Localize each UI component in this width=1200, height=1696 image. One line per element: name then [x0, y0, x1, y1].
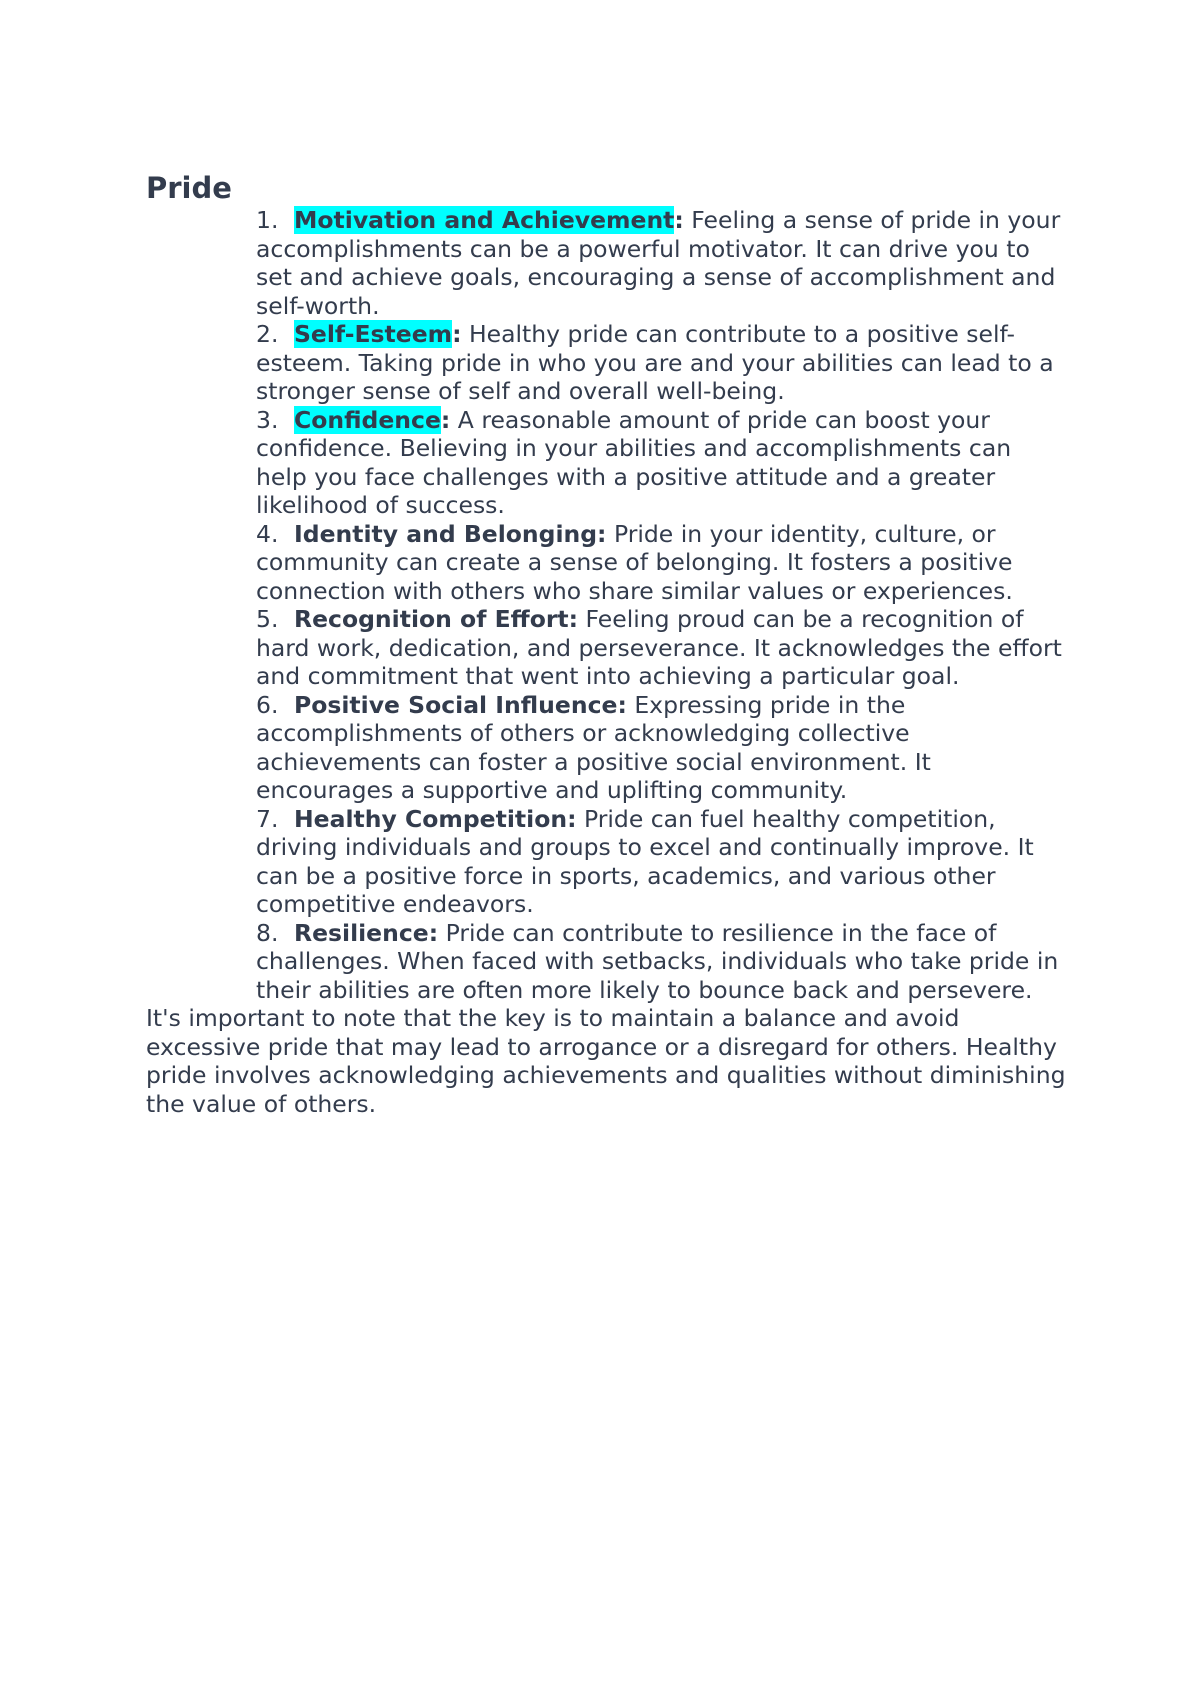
item-heading: Resilience:: [294, 918, 439, 947]
item-number: 7.: [256, 804, 279, 833]
heading-colon: :: [452, 320, 462, 348]
item-heading: [294, 320, 462, 348]
item-heading: Healthy Competition:: [294, 804, 577, 833]
item-body: Expressing pride in the accomplishments of others or acknowledging collective achievements can foster a positive social environment. It encourages a supportive and uplifting community.: [256, 690, 931, 804]
highlighted-heading: Self-Esteem: [294, 320, 453, 348]
list-item: [256, 605, 1066, 691]
item-body: Pride can contribute to resilience in the face of challenges. When faced with setbacks, individuals who take pride in their abilities are often more likely to bounce back and persevere.: [256, 918, 1059, 1004]
list-item: [256, 520, 1066, 606]
heading-colon: :: [674, 206, 684, 234]
list-item: [256, 691, 1066, 805]
highlighted-heading: Motivation and Achievement: [294, 206, 675, 234]
item-heading: [294, 406, 450, 434]
item-number: 4.: [256, 519, 279, 548]
list-item: [256, 406, 1066, 520]
item-heading: Positive Social Influence:: [294, 690, 627, 719]
item-number: 3.: [256, 405, 279, 434]
document-title: Pride: [146, 171, 232, 205]
item-heading: Recognition of Effort:: [294, 605, 579, 633]
item-heading: [294, 206, 684, 234]
item-body: A reasonable amount of pride can boost your confidence. Believing in your abilities and accomplishments can help you face challenges with a positive attitude and a greater likelihood of success.: [256, 405, 1012, 519]
item-number: 8.: [256, 918, 279, 947]
item-body: Pride can fuel healthy competition, driving individuals and groups to excel and continually improve. It can be a positive force in sports, academics, and various other competitive endeavors.: [256, 804, 1034, 918]
document-content: [146, 170, 1066, 1118]
list-item: [256, 919, 1066, 1005]
item-number: 5.: [256, 605, 279, 633]
list-item: [256, 805, 1066, 919]
closing-paragraph: It's important to note that the key is to maintain a balance and avoid excessive pride that may lead to arrogance or a disregard for others. Healthy pride involves acknowledging achievements and qualities without diminishing the value of others.: [146, 1004, 1066, 1118]
item-body: Feeling a sense of pride in your accomplishments can be a powerful motivator. It can drive you to set and achieve goals, encouraging a sense of accomplishment and self-worth.: [256, 206, 1061, 320]
list-item: [256, 206, 1066, 320]
item-number: 2.: [256, 320, 279, 348]
item-body: Pride in your identity, culture, or community can create a sense of belonging. It fosters a positive connection with others who share similar values or experiences.: [256, 519, 1013, 605]
item-body: Feeling proud can be a recognition of hard work, dedication, and perseverance. It acknowledges the effort and commitment that went into achieving a particular goal.: [256, 605, 1062, 690]
item-heading: Identity and Belonging:: [294, 519, 607, 548]
heading-colon: :: [440, 405, 451, 434]
highlighted-heading: Confidence: [294, 405, 441, 434]
item-body: Healthy pride can contribute to a positive self-esteem. Taking pride in who you are and your abilities can lead to a stronger sense of self and overall well-being.: [256, 320, 1054, 405]
numbered-list: [146, 206, 1066, 1004]
item-number: 6.: [256, 690, 279, 719]
item-number: 1.: [256, 206, 279, 234]
list-item: [256, 320, 1066, 406]
